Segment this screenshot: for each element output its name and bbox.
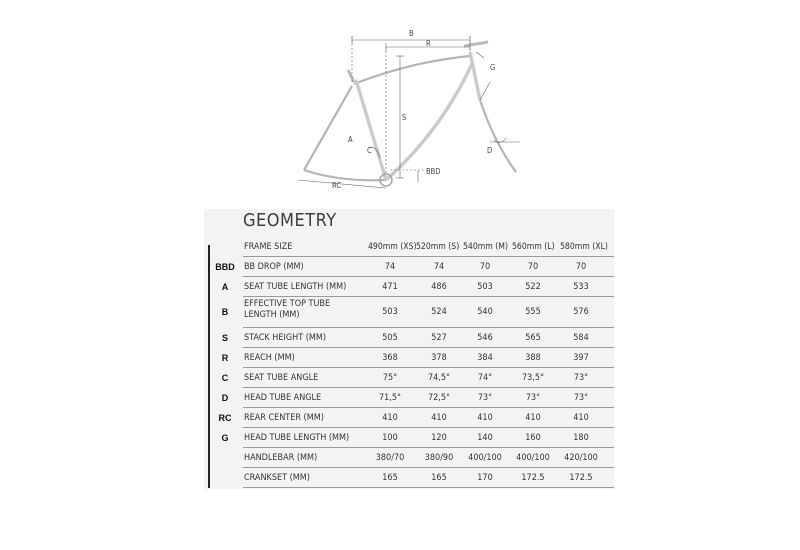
row-value: 75° xyxy=(382,372,398,383)
row-divider xyxy=(243,487,614,488)
size-header: 560mm (L) xyxy=(512,242,555,252)
row-value: 486 xyxy=(431,281,447,292)
row-label: HEAD TUBE ANGLE xyxy=(244,392,322,403)
row-label: REAR CENTER (MM) xyxy=(244,412,324,423)
row-label: HEAD TUBE LENGTH (MM) xyxy=(244,432,350,443)
row-value: 73° xyxy=(525,392,541,403)
row-letter: D xyxy=(221,392,229,403)
row-value: 74,5° xyxy=(427,372,451,383)
label-r: R xyxy=(426,39,431,48)
table-row xyxy=(0,468,800,488)
table-row xyxy=(0,448,800,468)
row-label: CRANKSET (MM) xyxy=(244,472,310,483)
header-label: FRAME SIZE xyxy=(244,242,293,252)
row-value: 576 xyxy=(573,307,589,317)
size-header: 540mm (M) xyxy=(463,242,508,252)
row-letter: R xyxy=(221,352,229,363)
row-letter: C xyxy=(221,372,229,383)
table-row xyxy=(0,368,800,388)
row-value: 388 xyxy=(525,352,541,363)
row-letter: S xyxy=(221,332,228,343)
size-header: 520mm (S) xyxy=(416,242,460,252)
row-value: 533 xyxy=(573,281,589,292)
label-d: D xyxy=(487,146,493,155)
row-value: 71,5° xyxy=(378,392,402,403)
header-row xyxy=(0,237,800,257)
frame-geometry-diagram xyxy=(290,22,530,212)
row-label: EFFECTIVE TOP TUBE LENGTH (MM) xyxy=(244,299,331,320)
row-value: 410 xyxy=(525,412,541,423)
row-letter: RC xyxy=(218,412,232,423)
table-row xyxy=(0,348,800,368)
row-value: 172.5 xyxy=(521,472,545,483)
row-value: 380/90 xyxy=(424,452,454,463)
row-value: 170 xyxy=(477,472,493,483)
row-value: 410 xyxy=(382,412,398,423)
row-value: 72,5° xyxy=(427,392,451,403)
size-header: 580mm (XL) xyxy=(560,242,608,252)
row-value: 74 xyxy=(433,261,445,272)
table-title: GEOMETRY xyxy=(243,210,337,231)
row-value: 70 xyxy=(527,261,539,272)
row-value: 384 xyxy=(477,352,493,363)
row-letter: A xyxy=(221,281,229,292)
row-value: 160 xyxy=(525,432,541,443)
label-s: S xyxy=(402,113,407,122)
label-c: C xyxy=(367,146,372,155)
row-value: 73° xyxy=(573,392,589,403)
row-label: HANDLEBAR (MM) xyxy=(244,452,318,463)
label-b: B xyxy=(409,29,414,38)
row-value: 172.5 xyxy=(569,472,593,483)
row-value: 100 xyxy=(382,432,398,443)
row-value: 120 xyxy=(431,432,447,443)
row-value: 524 xyxy=(431,307,447,317)
row-value: 165 xyxy=(382,472,398,483)
row-value: 546 xyxy=(477,332,493,343)
row-label: SEAT TUBE ANGLE xyxy=(244,372,319,383)
label-a: A xyxy=(348,135,353,144)
row-value: 471 xyxy=(382,281,398,292)
row-value: 368 xyxy=(382,352,398,363)
row-value: 400/100 xyxy=(468,452,502,463)
row-value: 74° xyxy=(477,372,493,383)
row-value: 165 xyxy=(431,472,447,483)
row-value: 73,5° xyxy=(521,372,545,383)
table-row xyxy=(0,328,800,348)
row-value: 70 xyxy=(479,261,491,272)
row-value: 397 xyxy=(573,352,589,363)
row-value: 380/70 xyxy=(375,452,405,463)
row-letter: B xyxy=(221,307,229,317)
row-value: 505 xyxy=(382,332,398,343)
label-g: G xyxy=(490,63,496,72)
table-row xyxy=(0,297,800,328)
row-label: REACH (MM) xyxy=(244,352,295,363)
row-value: 74 xyxy=(384,261,396,272)
row-value: 555 xyxy=(525,307,541,317)
row-value: 503 xyxy=(382,307,398,317)
row-label: SEAT TUBE LENGTH (MM) xyxy=(244,281,347,292)
row-value: 70 xyxy=(575,261,587,272)
row-letter: BBD xyxy=(215,261,235,272)
row-value: 565 xyxy=(525,332,541,343)
row-value: 378 xyxy=(431,352,447,363)
table-row xyxy=(0,388,800,408)
table-row xyxy=(0,257,800,277)
row-label: BB DROP (MM) xyxy=(244,261,304,272)
row-value: 420/100 xyxy=(564,452,598,463)
row-value: 584 xyxy=(573,332,589,343)
row-value: 410 xyxy=(477,412,493,423)
size-header: 490mm (XS) xyxy=(368,242,417,252)
row-value: 73° xyxy=(477,392,493,403)
row-value: 73° xyxy=(573,372,589,383)
row-value: 400/100 xyxy=(516,452,550,463)
row-value: 540 xyxy=(477,307,493,317)
row-label: STACK HEIGHT (MM) xyxy=(244,332,327,343)
row-value: 527 xyxy=(431,332,447,343)
label-bbd: BBD xyxy=(426,167,441,176)
table-row xyxy=(0,428,800,448)
label-rc: RC xyxy=(332,181,342,190)
row-value: 503 xyxy=(477,281,493,292)
row-value: 180 xyxy=(573,432,589,443)
row-value: 140 xyxy=(477,432,493,443)
table-row xyxy=(0,277,800,297)
row-letter: G xyxy=(221,432,229,443)
row-value: 522 xyxy=(525,281,541,292)
row-value: 410 xyxy=(573,412,589,423)
table-row xyxy=(0,408,800,428)
row-value: 410 xyxy=(431,412,447,423)
